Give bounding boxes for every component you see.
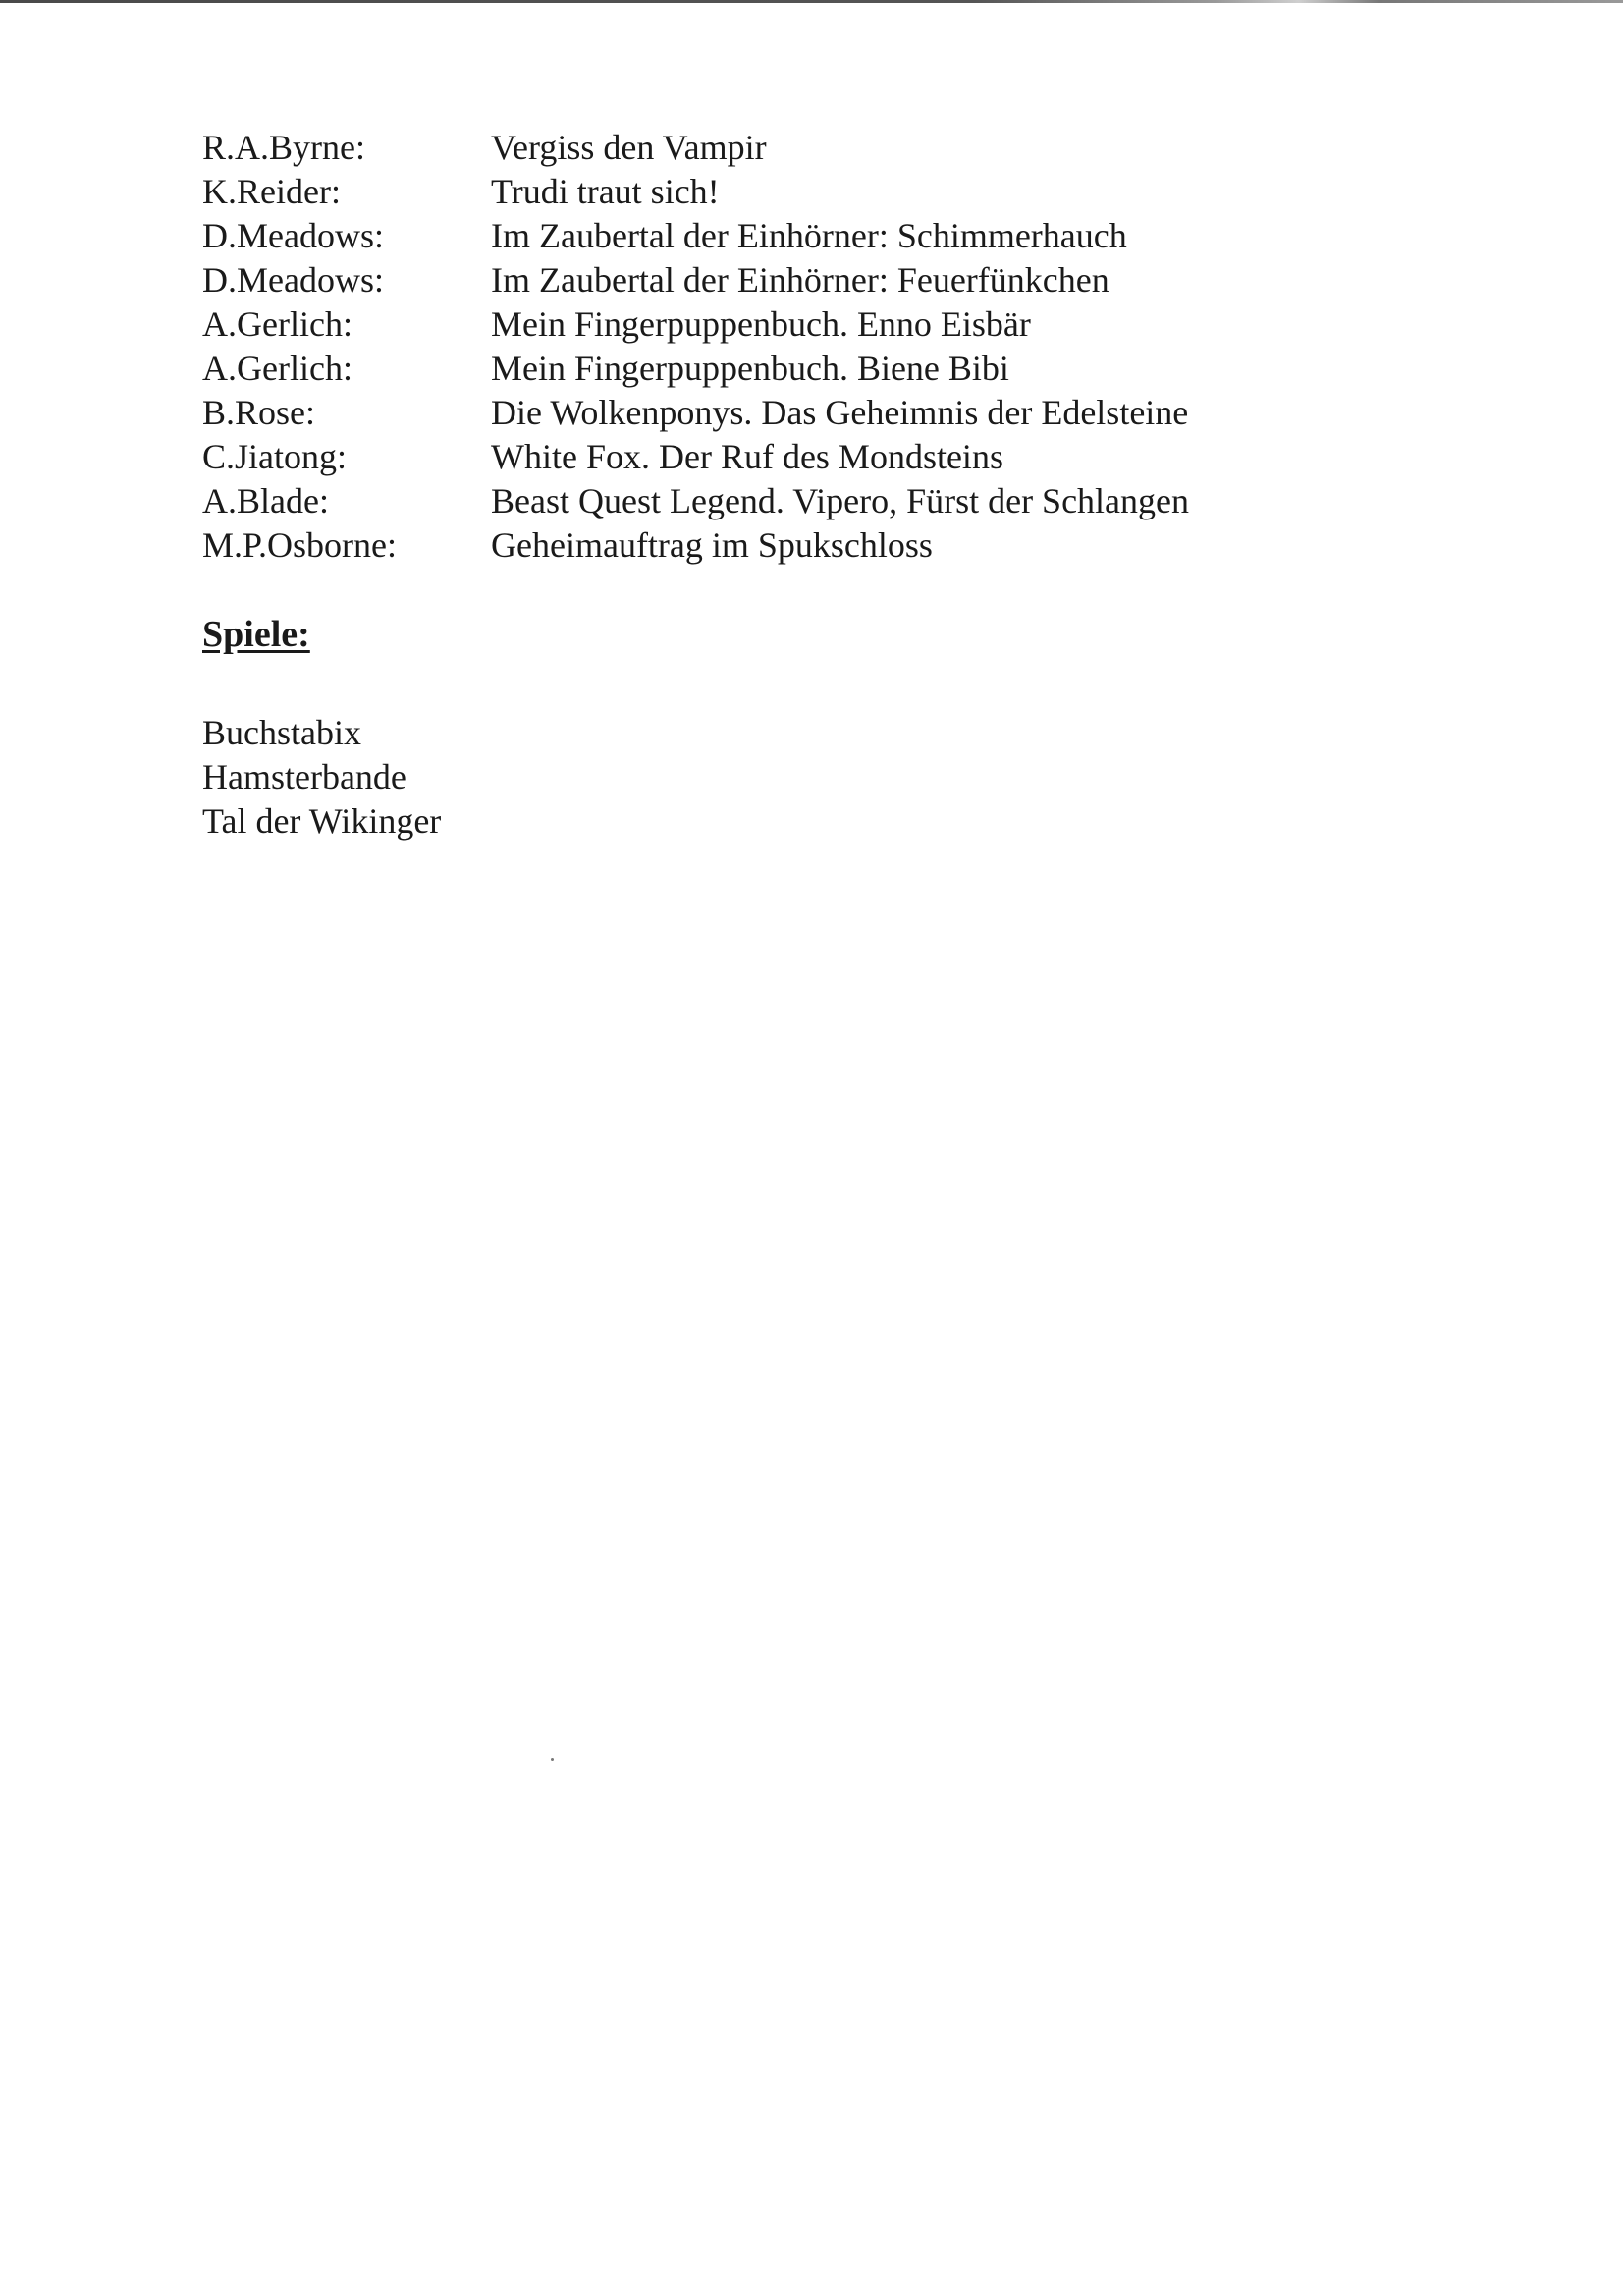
book-title: Im Zaubertal der Einhörner: Schimmerhauch [491, 216, 1127, 255]
book-row [202, 258, 1479, 302]
scan-edge-line [0, 0, 1623, 3]
book-title: Mein Fingerpuppenbuch. Enno Eisbär [491, 304, 1031, 344]
book-title: Die Wolkenponys. Das Geheimnis der Edelsteine [491, 393, 1189, 432]
book-author: K.Reider: [202, 172, 341, 211]
book-title: Mein Fingerpuppenbuch. Biene Bibi [491, 349, 1009, 388]
game-item: Hamsterbande [202, 757, 406, 796]
game-item: Buchstabix [202, 713, 361, 752]
book-author: R.A.Byrne: [202, 128, 365, 167]
book-row [202, 435, 1479, 479]
book-title: Trudi traut sich! [491, 172, 720, 211]
book-author: A.Blade: [202, 481, 329, 520]
book-row [202, 214, 1479, 258]
book-row [202, 302, 1479, 347]
book-row [202, 523, 1479, 568]
games-list [202, 711, 441, 844]
book-row [202, 479, 1479, 523]
book-row [202, 391, 1479, 435]
book-author: A.Gerlich: [202, 349, 352, 388]
book-author: M.P.Osborne: [202, 525, 398, 565]
book-title: White Fox. Der Ruf des Mondsteins [491, 437, 1003, 476]
book-list [202, 126, 1479, 568]
scan-speck [551, 1758, 554, 1761]
book-author: B.Rose: [202, 393, 316, 432]
games-heading: Spiele: [202, 614, 310, 655]
book-title: Geheimauftrag im Spukschloss [491, 525, 933, 565]
book-title: Vergiss den Vampir [491, 128, 767, 167]
book-row [202, 126, 1479, 170]
game-item: Tal der Wikinger [202, 801, 442, 841]
book-author: D.Meadows: [202, 216, 384, 255]
book-author: D.Meadows: [202, 260, 384, 300]
book-author: C.Jiatong: [202, 437, 348, 476]
book-author: A.Gerlich: [202, 304, 352, 344]
book-title: Im Zaubertal der Einhörner: Feuerfünkchen [491, 260, 1109, 300]
book-title: Beast Quest Legend. Vipero, Fürst der Schlangen [491, 481, 1190, 520]
book-row [202, 170, 1479, 214]
book-row [202, 347, 1479, 391]
